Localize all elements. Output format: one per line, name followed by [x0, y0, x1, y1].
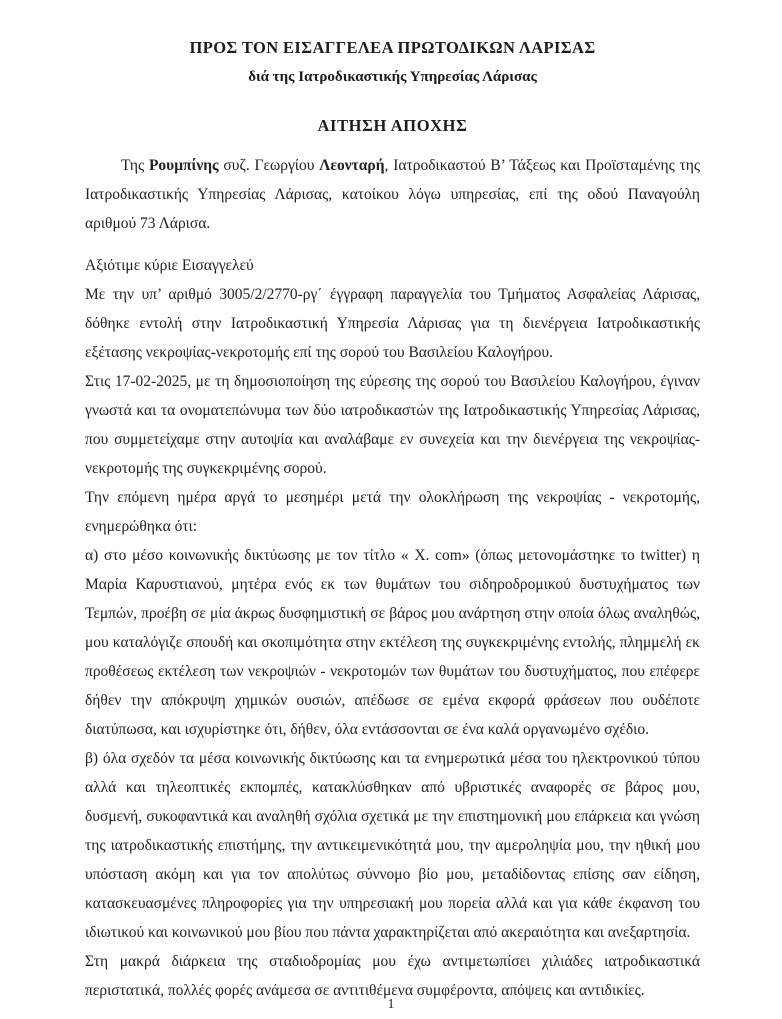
document-header — [85, 38, 700, 86]
document-title: ΑΙΤΗΣΗ ΑΠΟΧΗΣ — [317, 116, 468, 135]
applicant-lead: Της — [121, 157, 149, 174]
applicant-first-name: Ρουμπίνης — [148, 157, 219, 174]
body-paragraph-4-point-a: α) στο μέσο κοινωνικής δικτύωσης με τον τίτλο « X. com» (όπως μετονομάστηκε το twitter) η Μαρία Καρυστιανού, μητέρα ενός εκ των θυμάτων του σιδηροδρομικού δυστυχήματος των Τεμπών, προέβη σε μία άκρως δυσφημιστική σε βάρος μου ανάρτηση στην οποία όλως αναληθώς, μου καταλόγιζε σπουδή και σκοπιμότητα στην εκτέλεση της συγκεκριμένης εντολής, πλημμελή εκ προθέσεως εκτέλεση των νεκροψιών - νεκροτομών των θυμάτων του δυστυχήματος, που επέφερε δήθεν την απόκρυψη χημικών ουσιών, απέδωσε σε εμένα εκφορά φράσεων που ουδέποτε διατύπωσα, και ισχυρίστηκε ότι, δήθεν, όλα εντάσσονται σε ένα καλά οργανωμένο σχέδιο. — [85, 547, 700, 738]
page-number: 1 — [387, 997, 395, 1012]
body-paragraph-2: Στις 17-02-2025, με τη δημοσιοποίηση της εύρεσης της σορού του Βασιλείου Καλογήρου, έγιναν γνωστά και τα ονοματεπώνυμα των δύο ιατροδικαστών της Ιατροδικαστικής Υπηρεσίας Λάρισας, που συμμετείχαμε στην αυτοψία και αναλάβαμε εν συνεχεία και την διενέργεια της νεκροψίας-νεκροτομής της συγκεκριμένης σορού. — [85, 373, 700, 477]
recipient-subheader: διά της Ιατροδικαστικής Υπηρεσίας Λάρισας — [248, 69, 537, 85]
applicant-surname: Λεονταρή — [319, 157, 385, 174]
applicant-paragraph — [85, 151, 700, 238]
body-paragraph-1: Με την υπ’ αριθμό 3005/2/2770-ργ΄ έγγραφη παραγγελία του Τμήματος Ασφαλείας Λάρισας, δόθηκε εντολή στην Ιατροδικαστική Υπηρεσία Λάρισας για τη διενέργεια Ιατροδικαστικής εξέτασης νεκροψίας-νεκροτομής επί της σορού του Βασιλείου Καλογήρου. — [85, 286, 700, 361]
applicant-rest-text: , Ιατροδικαστού Β’ Τάξεως και Προϊσταμένης της Ιατροδικαστικής Υπηρεσίας Λάρισας, κατοίκου λόγω υπηρεσίας, επί της οδού Παναγούλη αριθμού 73 Λάρισα. — [85, 157, 700, 232]
recipient-header: ΠΡΟΣ ΤΟΝ ΕΙΣΑΓΓΕΛΕΑ ΠΡΩΤΟΔΙΚΩΝ ΛΑΡΙΣΑΣ — [189, 38, 596, 57]
body-paragraph-6: Στη μακρά διάρκεια της σταδιοδρομίας μου έχω αντιμετωπίσει χιλιάδες ιατροδικαστικά περιστατικά, πολλές φορές ανάμεσα σε αντιτιθέμενα συμφέροντα, απόψεις και αντιδικίες. — [85, 953, 700, 999]
applicant-mid-text: συζ. Γεωργίου — [218, 157, 320, 174]
body-paragraph-5-point-b: β) όλα σχεδόν τα μέσα κοινωνικής δικτύωσης και τα ενημερωτικά μέσα του ηλεκτρονικού τύπου αλλά και τηλεοπτικές εκπομπές, κατακλύσθηκαν από υβριστικές αναφορές σε βάρος μου, δυσμενή, συκοφαντικά και αναληθή σχόλια σχετικά με την επιστημονική μου επάρκεια και γνώση της ιατροδικαστικής επιστήμης, την αντικειμενικότητά μου, την αμεροληψία μου, την ηθική μου υπόσταση ακόμη και για τον απολύτως σύννομο βίο μου, μεταδίδοντας επίσης σαν είδηση, κατασκευασμένες πληροφορίες για την υπηρεσιακή μου πορεία αλλά και για κάθε έκφανση του ιδιωτικού και κοινωνικού μου βίου που πάντα χαρακτηρίζεται από ακεραιότητα και ανεξαρτησία. — [85, 750, 700, 941]
salutation: Αξιότιμε κύριε Εισαγγελεύ — [85, 257, 254, 274]
body-paragraph-3: Την επόμενη ημέρα αργά το μεσημέρι μετά την ολοκλήρωση της νεκροψίας - νεκροτομής, ενημερώθηκα ότι: — [85, 489, 700, 535]
